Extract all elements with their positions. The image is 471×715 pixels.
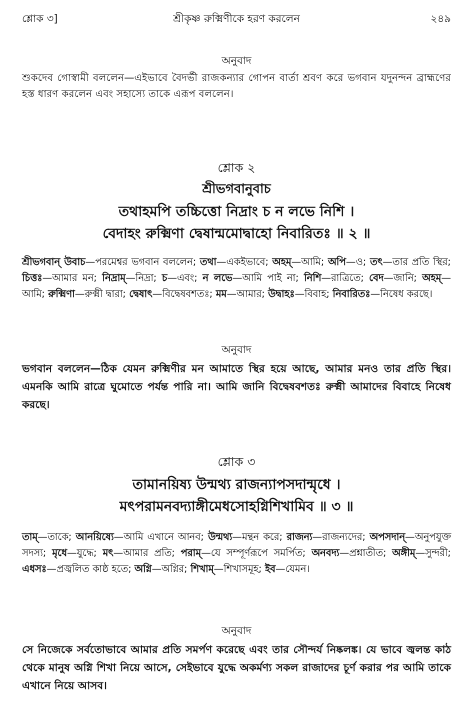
word-meaning: —আমার; [226,289,269,300]
word-meaning: —ও; [345,257,370,268]
sanskrit-word: উদ্বাহঃ [268,289,295,300]
verse-3-synonyms [22,530,451,578]
sanskrit-word: মৃধে [52,548,67,559]
sanskrit-word: নিশি [304,273,322,284]
word-meaning: —প্রজ্বলিত কাষ্ঠ হতে; [46,564,135,575]
word-meaning: —আমি এখানে আনব; [113,532,208,543]
sanskrit-word: উন্মথ্য [207,532,233,543]
sanskrit-word: আনয়িষ্যে [75,532,114,543]
sanskrit-word: পরাম্ [180,548,202,559]
verse-speaker: শ্রীভগবানুবাচ [202,182,271,197]
sanskrit-word: বেদ [369,273,384,284]
verse-title: শ্লোক ২ [217,160,256,175]
word-meaning: —রাত্রিতে; [321,273,370,284]
word-meaning: —যে সম্পূর্ণরূপে সমর্পিত; [201,548,312,559]
sanskrit-word: তাম্ [22,532,38,543]
sanskrit-word: মম [215,289,227,300]
sanskrit-word: শ্রীভগবান্ উবাচ [22,257,86,268]
word-meaning: —আমার মন; [42,273,103,284]
word-meaning: —নিষেধ করছে। [370,289,433,300]
word-meaning: —অনুপযুক্ত সদস্য; [22,532,451,559]
word-meaning: —আমি পাই না; [232,273,304,284]
word-meaning: —রাজন্যদের; [312,532,370,543]
page-header [22,12,451,28]
word-meaning: —এবং; [167,273,203,284]
translation-heading: অনুবাদ [221,625,252,637]
translation-heading: অনুবাদ [221,55,252,67]
translation-text: সে নিজেকে সর্বতোভাবে আমার প্রতি সমর্পণ করেছে এবং তার সৌন্দর্য নিষ্কলঙ্ক। যে ভাবে জ্বলন্ত কাঠ থেকে মানুষ অগ্নি শিখা নিয়ে আসে, সেইভাবে যুদ্ধে অকর্মণ্য সকল রাজাদের চূর্ণ করার পর আমি তাকে এখানে নিয়ে আসব। [22,644,451,692]
word-meaning: —প্রশ্নাতীত; [339,548,393,559]
sanskrit-word: রাজন্য [286,532,313,543]
verse-3-translation [22,624,451,695]
word-meaning: —পরমেশ্বর ভগবান বললেন; [85,257,200,268]
sanskrit-word: অনবদ্য [311,548,340,559]
sanskrit-word: তৎ [369,257,383,268]
word-meaning: —আমার প্রতি; [113,548,181,559]
word-meaning: —যেমন। [275,564,310,575]
word-meaning: —বিবাহ; [294,289,333,300]
page-number: ২৪৯ [430,13,451,25]
verse-2-translation [22,343,451,414]
sanskrit-word: নিদ্রাম্ [102,273,126,284]
sanskrit-word: ইব [264,564,276,575]
word-meaning: —আমি; [291,257,328,268]
sanskrit-word: ন লভে [202,273,233,284]
word-meaning: —তার প্রতি স্থির; [382,257,451,268]
word-meaning: —একইভাবে; [216,257,273,268]
word-meaning: —যুদ্ধে; [66,548,103,559]
sanskrit-word: মৎ [102,548,114,559]
word-meaning: —জানি; [383,273,423,284]
word-for-word-synonyms [22,255,451,303]
sanskrit-word: এধসঃ [22,564,47,575]
word-meaning: —শিখাসমূহ; [213,564,265,575]
sanskrit-word: তথা [199,257,217,268]
translation-text: ভগবান বললেন—ঠিক যেমন রুক্মিণীর মন আমাতে স্থির হয়ে আছে, আমার মনও তার প্রতি স্থির। এমনকি আমি রাত্রে ঘুমোতে পর্যন্ত পারি না। আমি জানি বিদ্বেষবশতঃ রুক্মী আমাদের বিবাহে নিষেধ করছে। [22,363,451,411]
verse-2-synonyms [22,255,451,303]
sanskrit-word: নিবারিতঃ [332,289,371,300]
verse-line-2: মৎপরামনবদ্যাঙ্গীমেধসোহগ্নিশিখামিব ॥ ৩ ॥ [119,499,354,515]
sanskrit-word: রুক্মিণা [48,289,75,300]
sanskrit-word: অঙ্গীম্ [392,548,416,559]
word-meaning: —অগ্নির; [151,564,191,575]
verse-line-1: তথাহমপি তচ্চিত্তো নিদ্রাং চ ন লভে নিশি । [118,204,355,220]
sanskrit-word: দ্বেষাৎ [129,289,153,300]
word-meaning: —আমি; [22,273,452,300]
word-meaning: —রুক্মী দ্বারা; [74,289,130,300]
translation-text: শুকদেব গোস্বামী বললেন—এইভাবে বৈদর্ভী রাজকন্যার গোপন বার্তা শ্রবণ করে ভগবান যদুনন্দন ব্রাহ্মণের হস্ত ধারণ করলেন এবং সহাস্যে তাকে এরূপ বললেন। [22,73,451,100]
sanskrit-word: চ [161,273,168,284]
word-meaning: —সুন্দরী; [415,548,451,559]
word-meaning: —নিদ্রা; [125,273,162,284]
sanskrit-word: চিত্তঃ [22,273,43,284]
sanskrit-word: শিখাম্ [190,564,214,575]
sanskrit-word: অহম্ [272,257,292,268]
header-verse-ref: শ্লোক ৩] [22,13,58,25]
sanskrit-word: অপসদান্ [369,532,406,543]
verse-3 [22,454,451,518]
sanskrit-word: অগ্নি [134,564,152,575]
verse-line-1: তামানয়িষ্য উন্মথ্য রাজন্যাপসদান্মৃধে । [132,477,341,493]
sanskrit-word: অহম্ [422,273,442,284]
sanskrit-word: অপি [327,257,346,268]
verse-2 [22,160,451,245]
header-chapter-title: শ্রীকৃষ্ণ রুক্মিণীকে হরণ করলেন [173,13,300,25]
word-for-word-synonyms [22,530,451,578]
translation-heading: অনুবাদ [221,344,252,356]
word-meaning: —তাকে; [37,532,76,543]
word-meaning: —বিদ্বেষবশতঃ; [152,289,216,300]
verse-line-2: বেদাহং রুক্মিণা দ্বেষান্মমোদ্বাহো নিবারিতঃ ॥ ২ ॥ [102,226,371,242]
translation-section-1 [22,54,451,103]
word-meaning: —মন্থন করে; [232,532,287,543]
verse-title: শ্লোক ৩ [217,454,256,469]
